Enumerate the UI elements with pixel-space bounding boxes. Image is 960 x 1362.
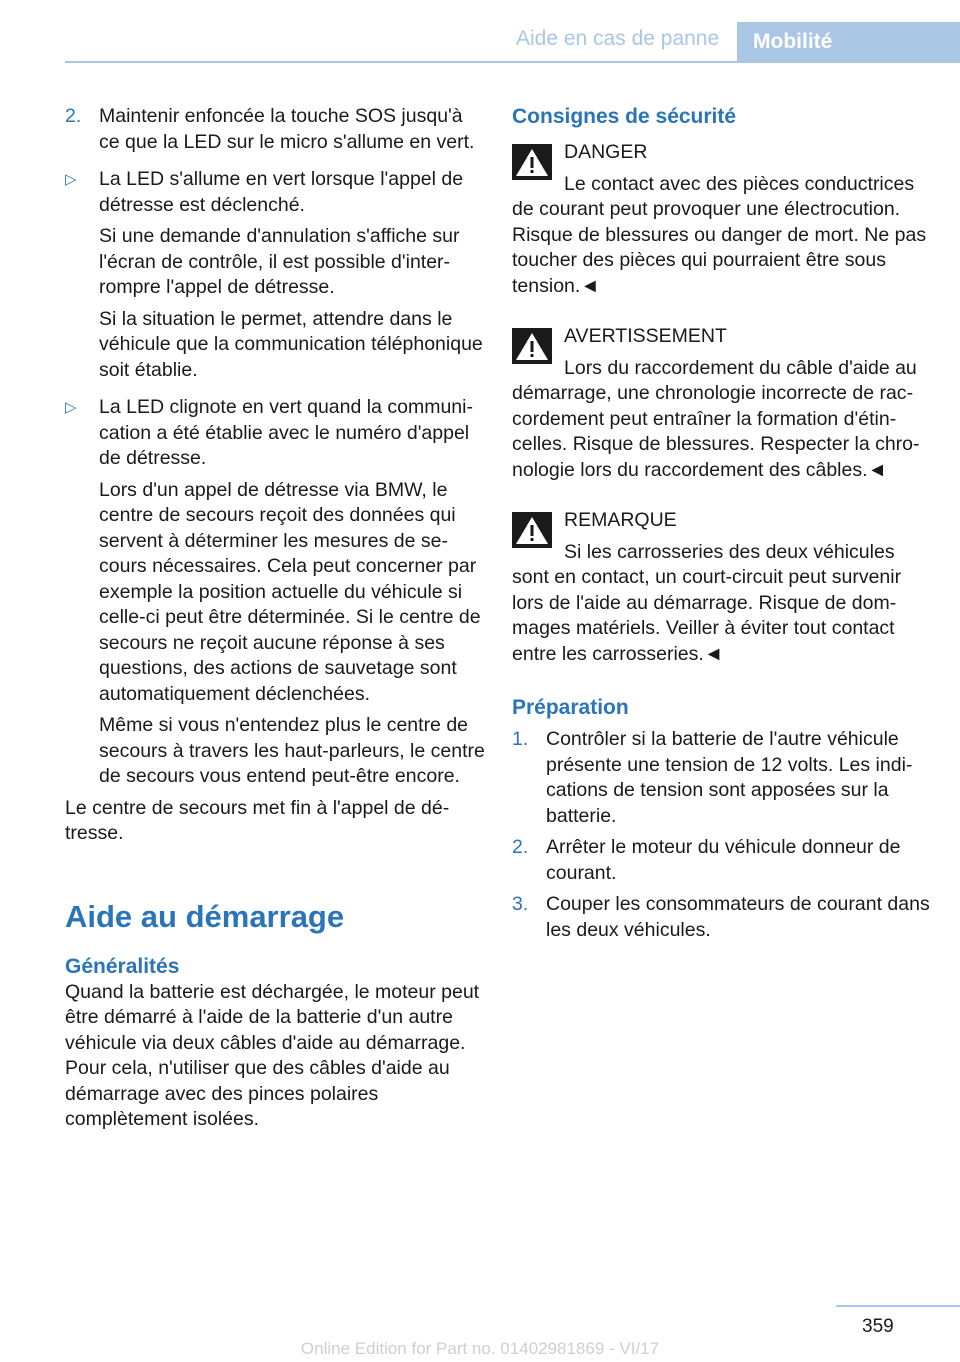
- warning-text: sont en contact, un court-circuit peut survenir lors de l'aide au démarrage. Risque de dommages matériels. Veiller à éviter tout contact entre les carrosseries.◄: [512, 566, 902, 665]
- bullet-paragraph: Si la situation le permet, attendre dans le véhicule que la communication téléphonique soit établie.: [99, 307, 483, 381]
- left-column: [65, 104, 485, 1133]
- triangle-bullet-icon: ▷: [65, 399, 77, 416]
- step-number: 2.: [512, 836, 529, 858]
- step-item: [512, 835, 932, 886]
- footer-rule: [836, 1305, 960, 1307]
- warning-title: REMARQUE: [564, 509, 677, 531]
- warning-block: [512, 324, 932, 483]
- bullet-text: La LED clignote en vert quand la communication a été établie avec le numéro d'appel de détresse.: [99, 396, 473, 469]
- step-number: 1.: [512, 728, 529, 750]
- warning-triangle-icon: [512, 512, 552, 548]
- bullet-paragraph: Lors d'un appel de détresse via BMW, le centre de secours reçoit des données qui servent à déterminer les mesures de secours nécessaires. Cela peut concerner par exemple la position actuelle du véhicule si celle-ci peut être déterminée. Si le centre de secours ne reçoit aucune réponse à ses questions, des actions de sauvetage sont automatiquement déclenchées.: [99, 478, 481, 705]
- header-chapter-tab: Mobilité: [737, 22, 960, 63]
- triangle-bullet-icon: ▷: [65, 171, 77, 188]
- warning-block: [512, 140, 932, 299]
- step-number: 2.: [65, 105, 82, 127]
- bullet-item: [65, 395, 485, 790]
- step-item: [512, 727, 932, 829]
- warning-text: démarrage, une chronologie incorrecte de raccordement peut entraîner la formation d'étincelles. Risque de blessures. Respecter la chronologie lors du raccordement des câbles.◄: [512, 382, 920, 481]
- step-number: 3.: [512, 893, 529, 915]
- header-section-title: Aide en cas de panne: [516, 27, 720, 50]
- warning-text-first-line: Si les carrosseries des deux véhicules: [564, 540, 895, 563]
- warning-title: DANGER: [564, 141, 648, 163]
- bullet-paragraph: Si une demande d'annulation s'affiche sur l'écran de contrôle, il est possible d'interrompre l'appel de détresse.: [99, 225, 460, 298]
- section-heading: Aide au démarrage: [65, 898, 345, 934]
- warning-text-first-line: Le contact avec des pièces conductrices: [564, 172, 915, 195]
- warning-text-first-line: Lors du raccordement du câble d'aide au: [564, 356, 917, 379]
- page-number: 359: [862, 1316, 894, 1337]
- subsection-heading: Généralités: [65, 954, 180, 978]
- right-column: [512, 104, 932, 943]
- step-text: Maintenir enfoncée la touche SOS jusqu'à ce que la LED sur le micro s'allume en vert.: [99, 105, 475, 153]
- step-item: [65, 104, 485, 155]
- edition-note: Online Edition for Part no. 01402981869 - VI/17: [300, 1339, 660, 1358]
- header-rule: [65, 61, 960, 63]
- bullet-paragraph: Même si vous n'entendez plus le centre de secours à travers les haut-parleurs, le centre de secours vous entend peut-être encore.: [99, 714, 485, 787]
- step-text: Contrôler si la batterie de l'autre véhicule présente une tension de 12 volts. Les indications de tension sont apposées sur la batterie.: [546, 728, 913, 827]
- warning-text: de courant peut provoquer une électrocution. Risque de blessures ou danger de mort. Ne pas toucher des pièces qui pourraient être sous tension.◄: [512, 198, 927, 297]
- warning-triangle-icon: [512, 144, 552, 180]
- closing-paragraph: Le centre de secours met fin à l'appel de détresse.: [65, 796, 450, 844]
- bullet-item: [65, 167, 485, 383]
- subsection-heading: Préparation: [512, 696, 629, 719]
- step-item: [512, 892, 932, 943]
- body-paragraph: Quand la batterie est déchargée, le moteur peut être démarré à l'aide de la batterie d'un autre véhicule via deux câbles d'aide au démarrage. Pour cela, n'utiliser que des câbles d'aide au démarrage avec des pinces polaires complètement isolées.: [65, 980, 480, 1130]
- subsection-heading: Consignes de sécurité: [512, 105, 737, 128]
- bullet-text: La LED s'allume en vert lorsque l'appel de détresse est déclenché.: [99, 168, 464, 216]
- step-text: Arrêter le moteur du véhicule donneur de courant.: [546, 836, 901, 884]
- warning-triangle-icon: [512, 328, 552, 364]
- warning-block: [512, 508, 932, 667]
- step-text: Couper les consommateurs de courant dans les deux véhicules.: [546, 893, 930, 941]
- warning-title: AVERTISSEMENT: [564, 325, 727, 347]
